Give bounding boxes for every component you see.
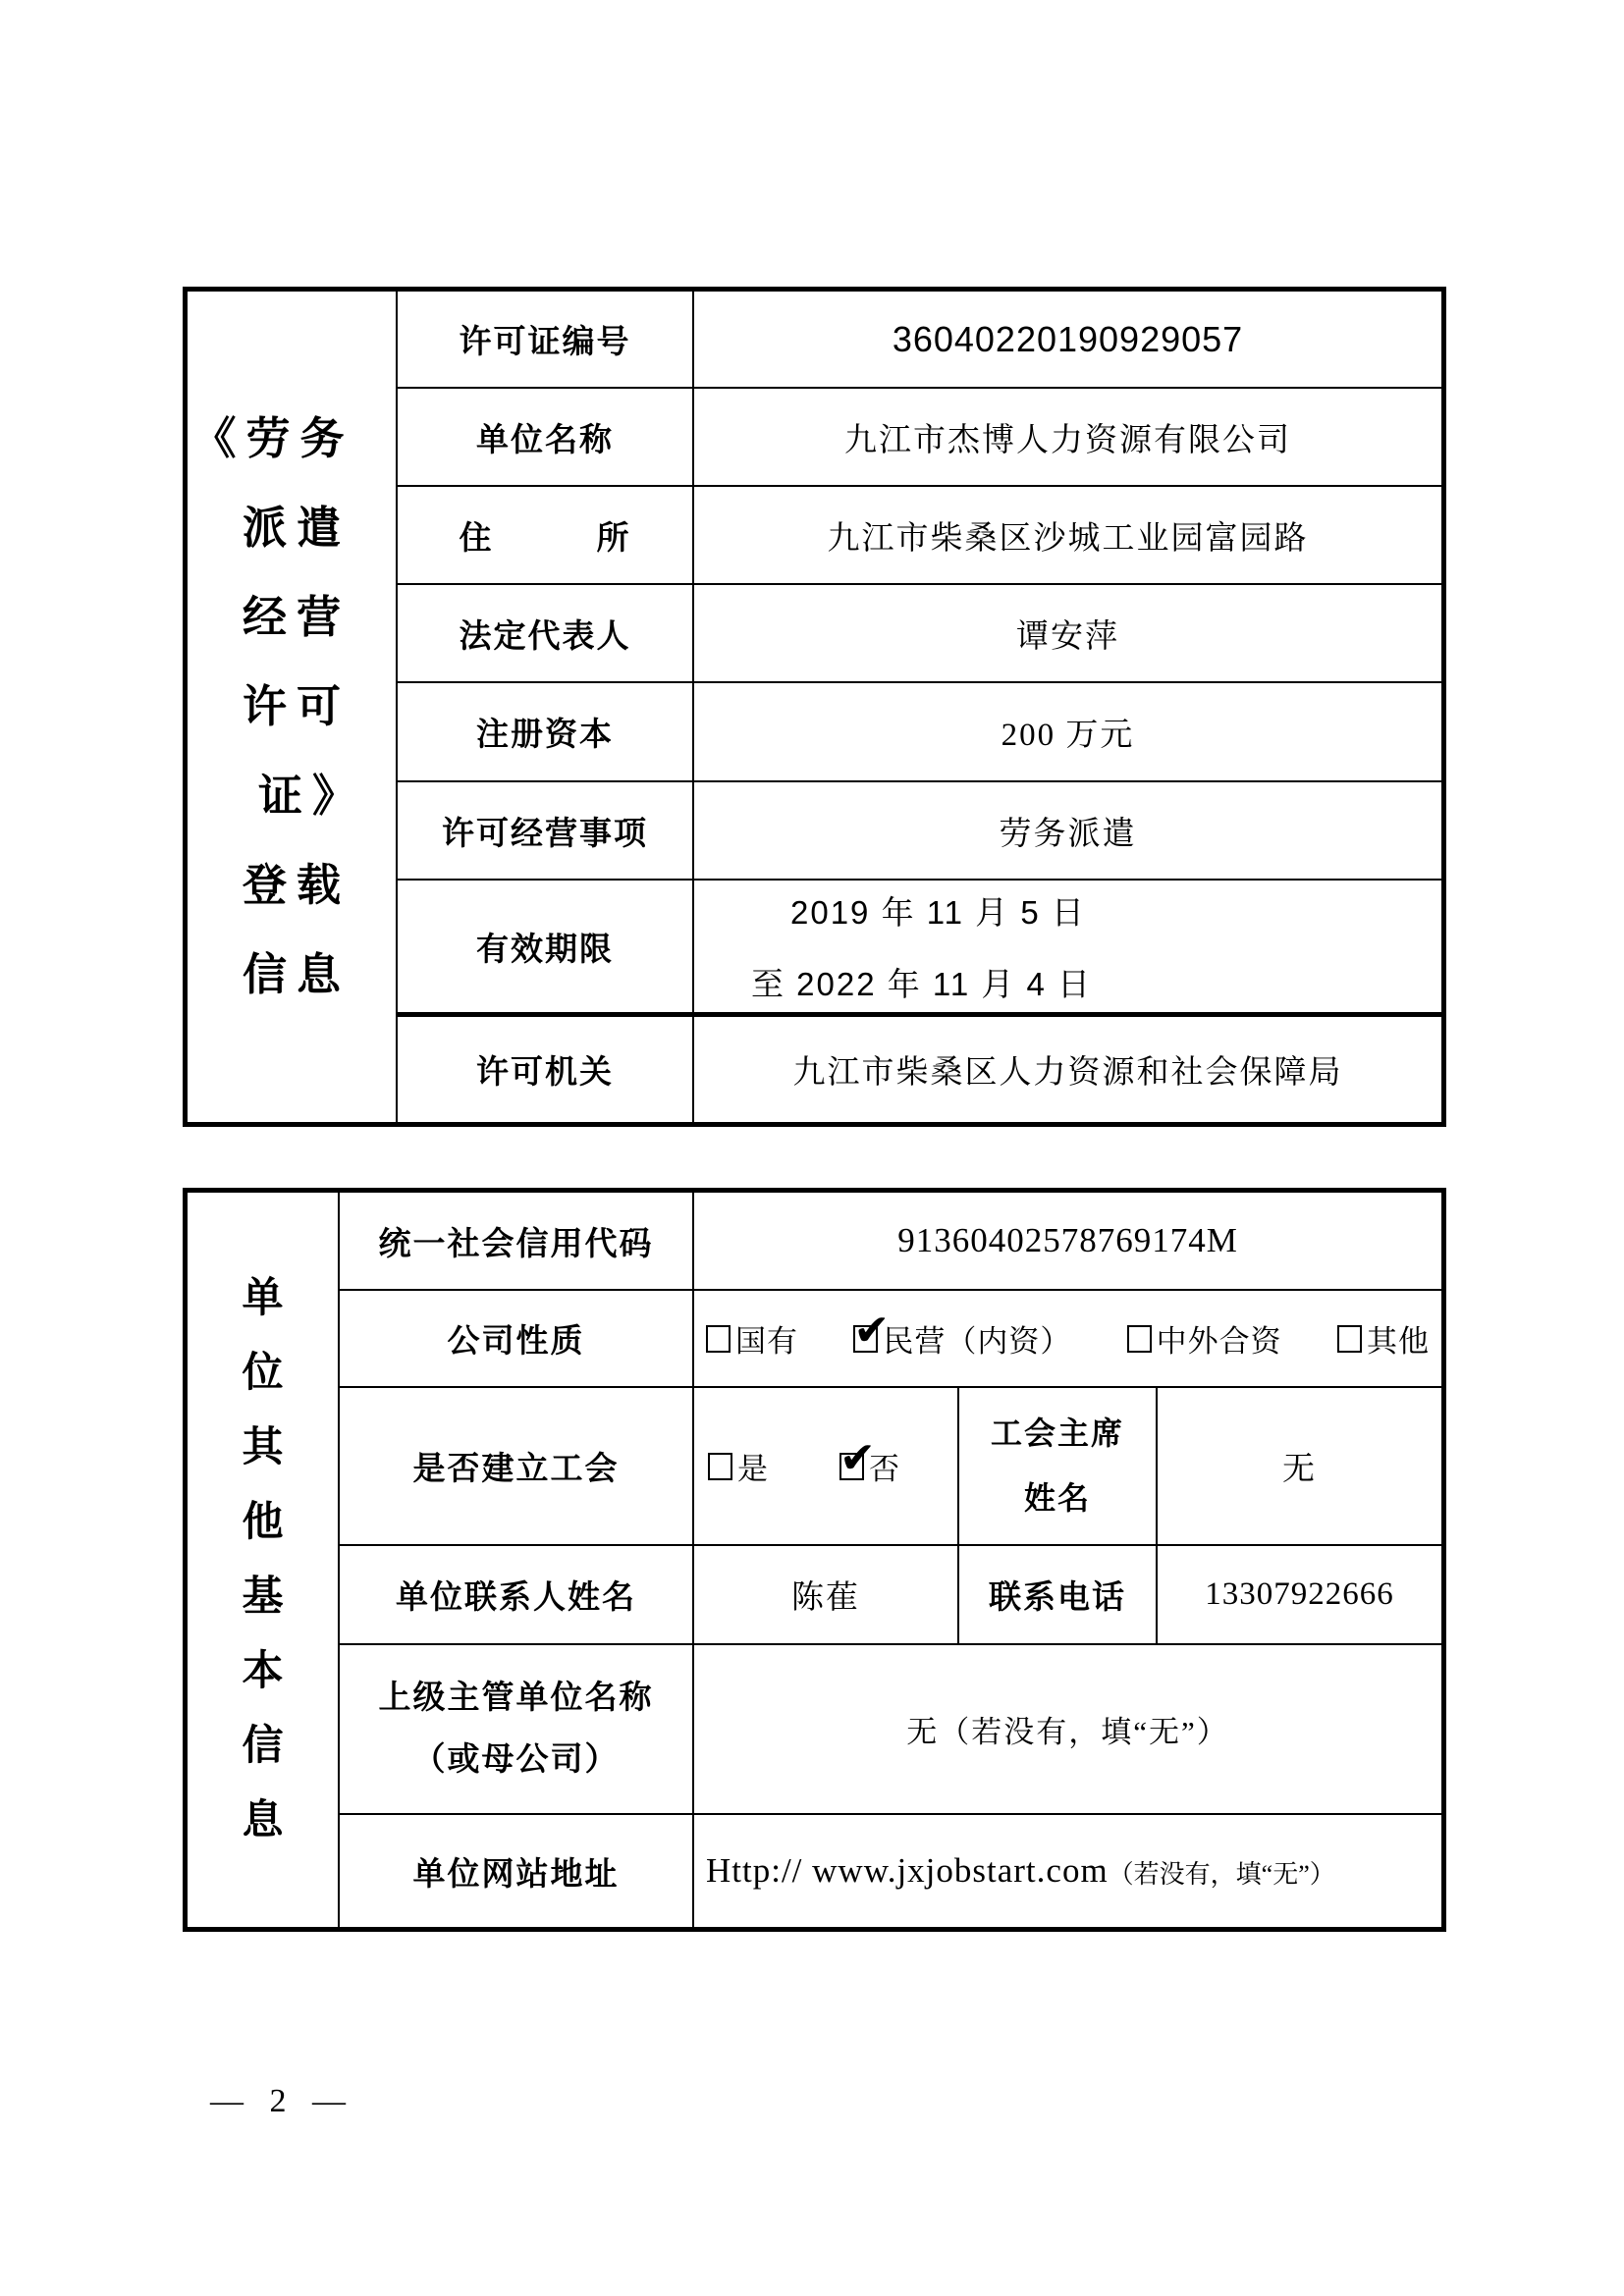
checkbox-icon	[706, 1325, 731, 1353]
website-url: Http:// www.jxjobstart.com	[706, 1851, 1109, 1890]
company-nature-label: 公司性质	[338, 1289, 692, 1386]
side-label-line: 许可	[242, 681, 351, 731]
side-label-char: 基	[242, 1575, 284, 1620]
union-chair-label: 工会主席 姓名	[957, 1386, 1156, 1544]
license-no-value: 36040220190929057	[692, 292, 1441, 387]
unit-name-value: 九江市杰博人力资源有限公司	[692, 387, 1441, 485]
validity-end-date: 至 2022 年 11 月 4 日	[751, 966, 1093, 1002]
contact-name-label: 单位联系人姓名	[338, 1544, 692, 1643]
option-union-yes: 是	[708, 1444, 769, 1488]
authority-value: 九江市柴桑区人力资源和社会保障局	[692, 1012, 1441, 1122]
legal-rep-value: 谭安萍	[692, 583, 1441, 681]
union-label: 是否建立工会	[338, 1386, 692, 1544]
address-label: 住 所	[396, 485, 692, 583]
authority-label: 许可机关	[396, 1012, 692, 1122]
checkbox-icon	[708, 1453, 732, 1480]
address-value: 九江市柴桑区沙城工业园富园路	[692, 485, 1441, 583]
checkbox-checked-icon	[853, 1305, 891, 1356]
validity-label: 有效期限	[396, 879, 692, 1012]
option-state-owned: 国有	[706, 1316, 798, 1361]
license-table-side-label	[188, 292, 396, 1122]
website-value	[692, 1813, 1441, 1927]
side-label-line: 经营	[242, 592, 351, 642]
option-private: ✔ 民营（内资）	[853, 1305, 1072, 1359]
company-nature-options	[692, 1289, 1441, 1386]
side-label-char: 单	[242, 1276, 284, 1321]
parent-unit-label: 上级主管单位名称 （或母公司）	[338, 1643, 692, 1813]
side-label-line: 证》	[257, 771, 366, 821]
side-label-char: 本	[242, 1649, 284, 1694]
licensed-items-label: 许可经营事项	[396, 780, 692, 879]
side-label-line: 信息	[242, 949, 351, 999]
validity-start-date: 2019 年 11 月 5 日	[790, 894, 1086, 931]
website-label: 单位网站地址	[338, 1813, 692, 1927]
unit-info-table	[183, 1188, 1446, 1932]
licensed-items-value: 劳务派遣	[692, 780, 1441, 879]
side-label-char: 息	[242, 1798, 284, 1843]
validity-value	[692, 879, 1441, 1012]
check-mark: ✔	[853, 1305, 891, 1356]
contact-phone-value: 13307922666	[1156, 1544, 1441, 1643]
unit-name-label: 单位名称	[396, 387, 692, 485]
option-union-no: ✔ 否	[839, 1432, 900, 1486]
page-number: — 2 —	[210, 2083, 350, 2119]
side-label-char: 信	[242, 1724, 284, 1769]
credit-code-label: 统一社会信用代码	[338, 1193, 692, 1289]
credit-code-value: 91360402578769174M	[692, 1193, 1441, 1289]
option-joint-venture: 中外合资	[1127, 1316, 1282, 1361]
side-label-char: 他	[242, 1500, 284, 1545]
checkbox-checked-icon	[839, 1432, 876, 1483]
side-label-line: 《劳务	[191, 413, 354, 463]
unit-table-side-label	[188, 1193, 338, 1927]
side-label-char: 位	[242, 1351, 284, 1396]
side-label-line: 派遣	[242, 503, 351, 553]
contact-name-value: 陈萑	[692, 1544, 957, 1643]
side-label-line: 登载	[242, 860, 351, 910]
union-options	[692, 1386, 957, 1544]
legal-rep-label: 法定代表人	[396, 583, 692, 681]
website-suffix: （若没有，填“无”）	[1108, 1860, 1335, 1889]
reg-capital-value: 200 万元	[692, 681, 1441, 780]
union-chair-value: 无	[1156, 1386, 1441, 1544]
contact-phone-label: 联系电话	[957, 1544, 1156, 1643]
check-mark: ✔	[839, 1432, 876, 1483]
parent-unit-value: 无（若没有，填“无”）	[692, 1643, 1441, 1813]
license-info-table	[183, 287, 1446, 1127]
checkbox-icon	[1127, 1325, 1152, 1353]
side-label-char: 其	[242, 1425, 284, 1470]
reg-capital-label: 注册资本	[396, 681, 692, 780]
license-no-label: 许可证编号	[396, 292, 692, 387]
option-other: 其他	[1337, 1316, 1430, 1361]
checkbox-icon	[1337, 1325, 1362, 1353]
